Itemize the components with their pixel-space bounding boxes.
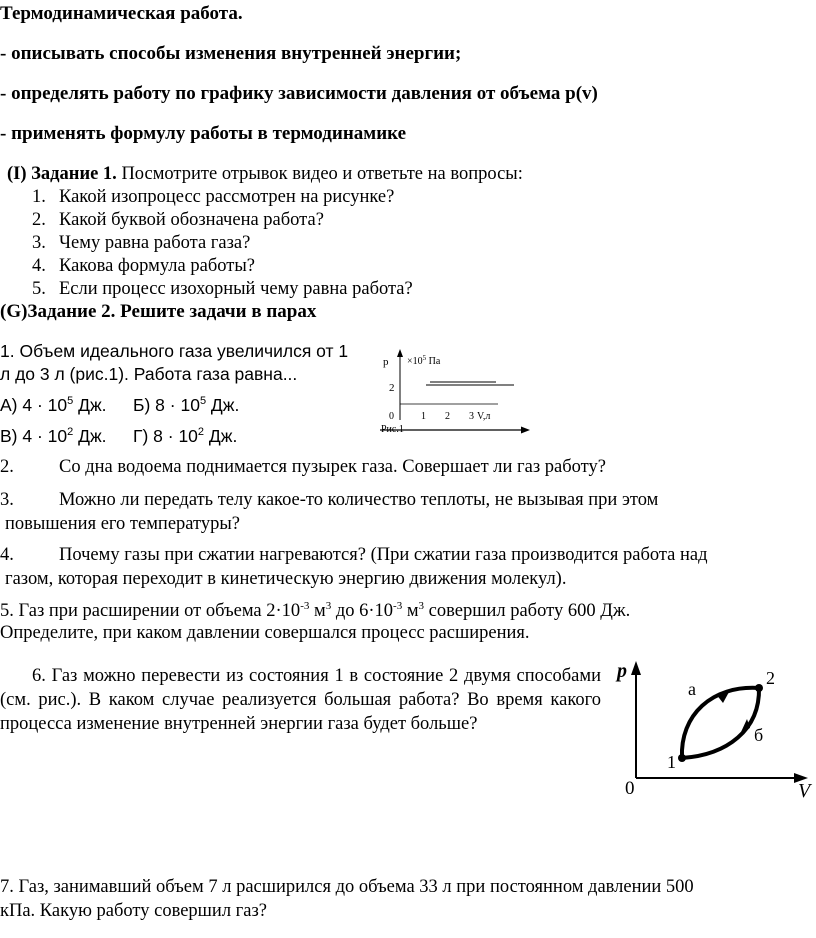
state-point-2 xyxy=(755,684,763,692)
y-axis-arrow xyxy=(397,349,403,357)
problem6-text: 6. Газ можно перевести из состояния 1 в состояние 2 двумя способами (см. рис.). В каком случае реализуется большая работа? Во время какого процесса изменение внутренней энергии газа будет больше? xyxy=(0,666,601,734)
task1-prefix: (I) xyxy=(7,164,27,184)
x-tick-label: 2 xyxy=(445,411,450,422)
path-a-label: а xyxy=(688,679,696,699)
y-label: p xyxy=(617,660,627,682)
problem5-line2: Определите, при каком давлении совершался процесс расширения. xyxy=(0,623,530,643)
y-unit: $\times 10^5$ Па xyxy=(407,354,441,367)
state-point-1 xyxy=(678,754,686,762)
option-d: Г) $8 \cdot 10^2$ Дж. xyxy=(133,426,238,446)
task1-label: Задание 1. xyxy=(31,164,117,184)
x-tick-label: 0 xyxy=(389,411,394,422)
problem7-line2: кПа. Какую работу совершил газ? xyxy=(0,901,268,921)
x-tick-label: 3 xyxy=(469,411,474,422)
problem4-line1: Почему газы при сжатии нагреваются? (При сжатии газа производится работа над xyxy=(59,545,708,565)
problem4-number: 4. xyxy=(0,545,14,565)
problem5-line1: 5. Газ при расширении от объема $2\cdot 10^{-3}$ $м^3$ до $6\cdot 10^{-3}$ $м^3$ совершил работу 600 Дж. xyxy=(0,600,631,622)
figure1-pv-graph xyxy=(370,340,540,440)
list-item-text: Если процесс изохорный чему равна работа? xyxy=(59,279,413,299)
list-item xyxy=(32,279,46,300)
goal-item: - определять работу по графику зависимости давления от объема p(v) xyxy=(0,83,598,104)
list-item-text: Чему равна работа газа? xyxy=(59,233,251,253)
goal-item: - применять формулу работы в термодинамике xyxy=(0,123,407,144)
goal-item: - описывать способы изменения внутренней энергии; xyxy=(0,43,462,64)
y-tick-label: 2 xyxy=(389,382,395,394)
x-tick-label: 1 xyxy=(421,411,426,422)
state-2-label: 2 xyxy=(766,668,775,688)
task1-text: Посмотрите отрывок видео и ответьте на вопросы: xyxy=(121,164,523,184)
list-number: 5. xyxy=(32,279,46,299)
problem3-number: 3. xyxy=(0,490,14,510)
list-item xyxy=(32,256,46,277)
problem2-text: Со дна водоема поднимается пузырек газа. Совершает ли газ работу? xyxy=(59,457,606,477)
list-item-text: Какой буквой обозначена работа? xyxy=(59,210,324,230)
list-number: 3. xyxy=(32,233,46,253)
problem4-line2: газом, которая переходит в кинетическую энергию движения молекул). xyxy=(5,569,567,589)
option-a: А) $4 \cdot 10^5$ Дж. xyxy=(0,395,107,415)
page-title: Термодинамическая работа. xyxy=(0,3,243,24)
problem2-number: 2. xyxy=(0,457,14,477)
x-axis-arrow xyxy=(521,427,530,434)
x-label: V xyxy=(798,780,811,800)
option-c: В) $4 \cdot 10^2$ Дж. xyxy=(0,426,107,446)
figure2-pv-graph xyxy=(612,655,816,800)
task2-title: (G)Задание 2. Решите задачи в парах xyxy=(0,301,317,322)
list-number: 4. xyxy=(32,256,46,276)
problem3-line1: Можно ли передать телу какое-то количество теплоты, не вызывая при этом xyxy=(59,490,659,510)
list-item xyxy=(32,187,46,208)
figure-caption: Рис.1 xyxy=(381,424,404,435)
option-b: Б) $8 \cdot 10^5$ Дж. xyxy=(133,395,240,415)
problem7-line1: 7. Газ, занимавший объем 7 л расширился до объема 33 л при постоянном давлении 500 xyxy=(0,877,694,897)
problem3-line2: повышения его температуры? xyxy=(5,514,240,534)
path-b-label: б xyxy=(754,725,764,745)
list-item xyxy=(32,210,46,231)
y-label: p xyxy=(383,356,389,368)
list-item-text: Какой изопроцесс рассмотрен на рисунке? xyxy=(59,187,395,207)
list-item xyxy=(32,233,46,254)
problem1-line2: л до 3 л (рис.1). Работа газа равна... xyxy=(0,364,298,384)
y-axis-arrow xyxy=(631,661,641,675)
state-1-label: 1 xyxy=(667,752,676,772)
list-item-text: Какова формула работы? xyxy=(59,256,255,276)
x-label: V,л xyxy=(477,411,491,422)
list-number: 2. xyxy=(32,210,46,230)
origin-label: 0 xyxy=(625,778,635,799)
problem1-line1: 1. Объем идеального газа увеличился от 1 xyxy=(0,341,349,361)
task1-intro xyxy=(7,164,523,185)
list-number: 1. xyxy=(32,187,46,207)
